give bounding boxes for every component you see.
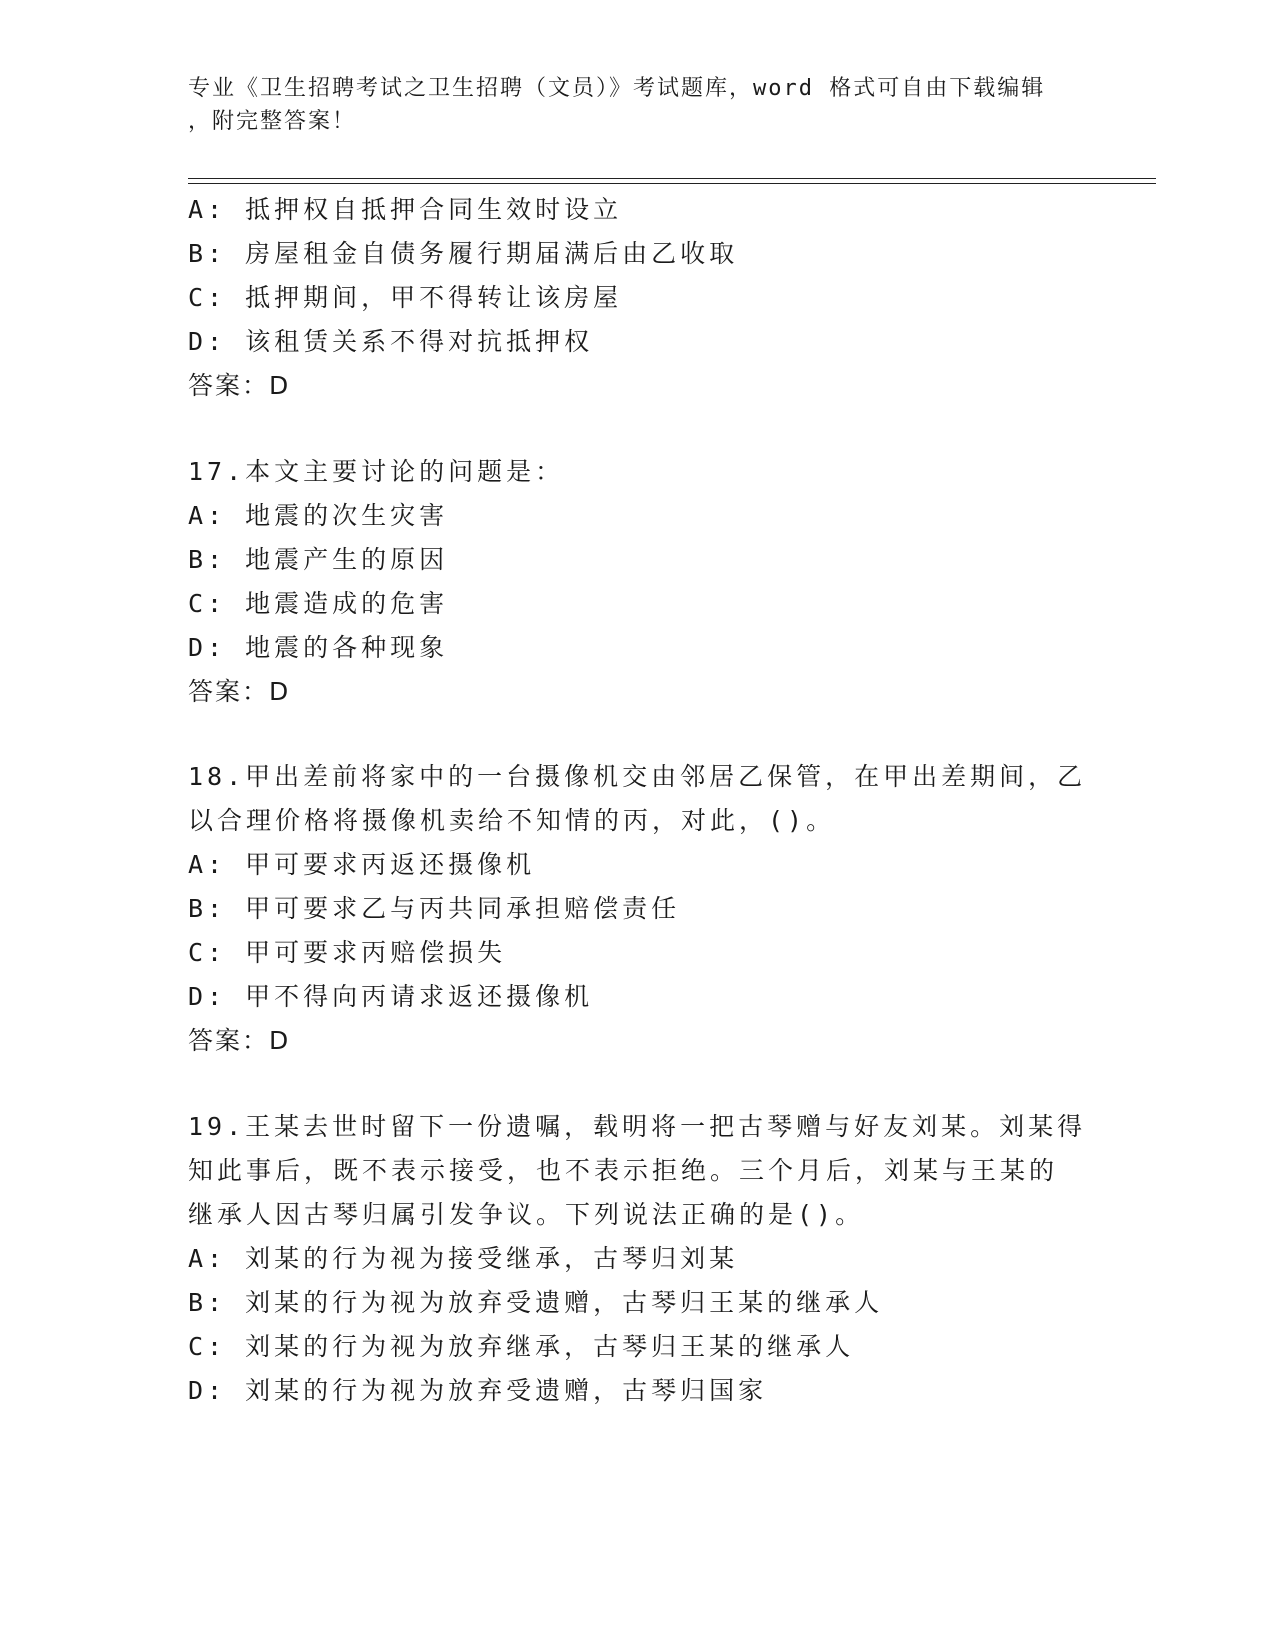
q18-answer: 答案：D	[188, 1026, 291, 1055]
q16-option-a: A: 抵押权自抵押合同生效时设立	[188, 195, 623, 224]
q17-option-d: D: 地震的各种现象	[188, 633, 449, 662]
q16-option-c: C: 抵押期间，甲不得转让该房屋	[188, 283, 623, 312]
q17-option-c: C: 地震造成的危害	[188, 589, 449, 618]
q18-option-d: D: 甲不得向丙请求返还摄像机	[188, 982, 594, 1011]
q19-option-c: C: 刘某的行为视为放弃继承，古琴归王某的继承人	[188, 1332, 855, 1361]
q18-option-b: B: 甲可要求乙与丙共同承担赔偿责任	[188, 894, 681, 923]
q17-option-b: B: 地震产生的原因	[188, 545, 449, 574]
q19-option-d: D: 刘某的行为视为放弃受遗赠，古琴归国家	[188, 1376, 768, 1405]
q19-stem-line-2: 知此事后，既不表示接受，也不表示拒绝。三个月后，刘某与王某的	[188, 1156, 1059, 1185]
q18-stem-line-1: 18.甲出差前将家中的一台摄像机交由邻居乙保管，在甲出差期间，乙	[188, 762, 1087, 791]
q17-stem: 17.本文主要讨论的问题是：	[188, 457, 565, 486]
header-divider-bottom	[188, 183, 1156, 184]
q18-stem-line-2: 以合理价格将摄像机卖给不知情的丙，对此，()。	[188, 806, 836, 835]
q17-option-a: A: 地震的次生灾害	[188, 501, 449, 530]
header-line-2: ，附完整答案！	[188, 109, 357, 134]
document-header	[188, 72, 1068, 138]
header-divider-top	[188, 178, 1156, 179]
q18-option-a: A: 甲可要求丙返还摄像机	[188, 850, 536, 879]
q19-stem-line-3: 继承人因古琴归属引发争议。下列说法正确的是()。	[188, 1200, 865, 1229]
q19-option-a: A: 刘某的行为视为接受继承，古琴归刘某	[188, 1244, 739, 1273]
q18-option-c: C: 甲可要求丙赔偿损失	[188, 938, 507, 967]
q16-option-b: B: 房屋租金自债务履行期届满后由乙收取	[188, 239, 739, 268]
q16-option-d: D: 该租赁关系不得对抗抵押权	[188, 327, 594, 356]
q19-stem-line-1: 19.王某去世时留下一份遗嘱，载明将一把古琴赠与好友刘某。刘某得	[188, 1112, 1087, 1141]
q19-option-b: B: 刘某的行为视为放弃受遗赠，古琴归王某的继承人	[188, 1288, 884, 1317]
q17-answer: 答案：D	[188, 677, 291, 706]
q16-answer: 答案：D	[188, 371, 291, 400]
header-line-1: 专业《卫生招聘考试之卫生招聘（文员）》考试题库，word 格式可自由下载编辑	[188, 76, 1046, 101]
